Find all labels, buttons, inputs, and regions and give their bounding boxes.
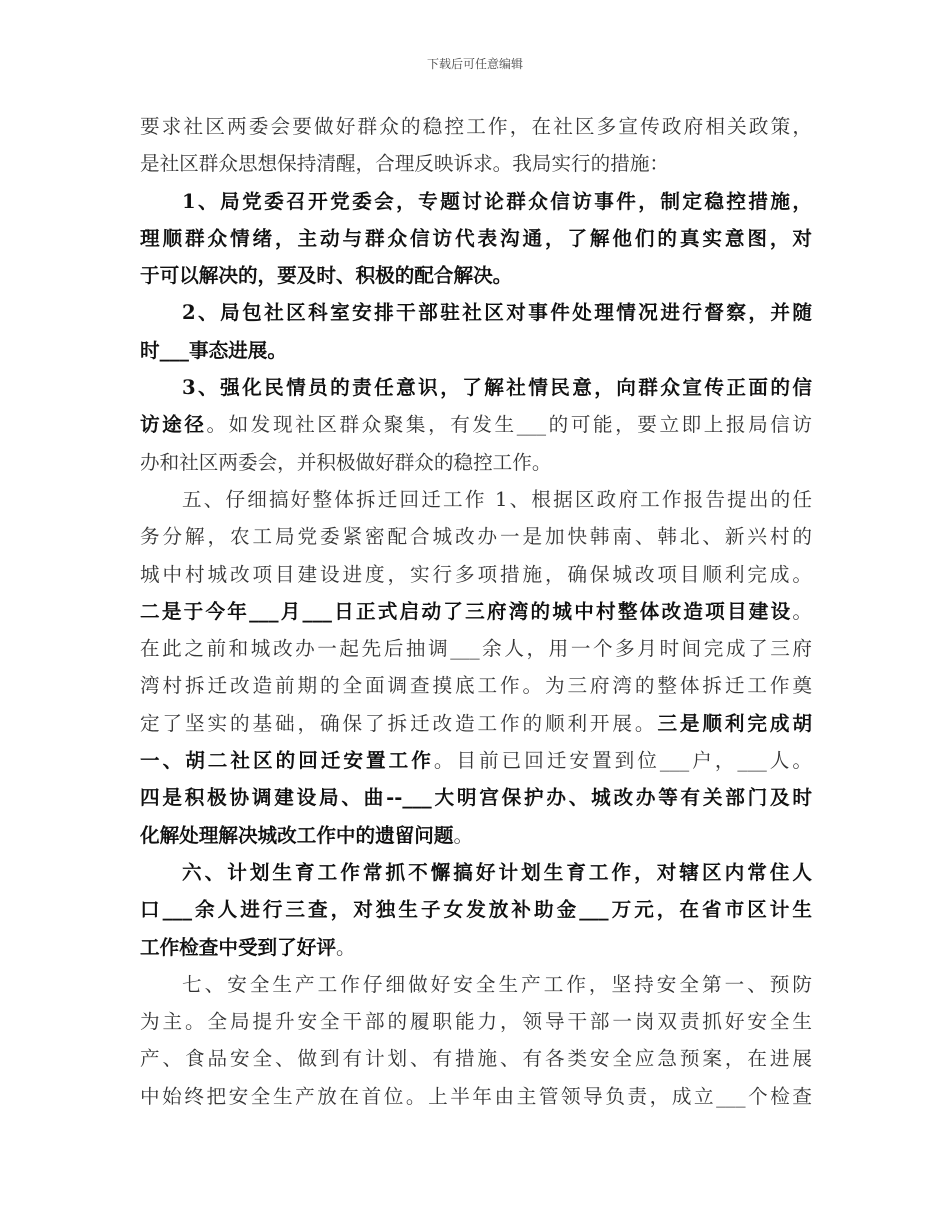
text-line [140, 667, 812, 704]
text-line [140, 369, 812, 406]
bold-text: 一、胡二社区的回迁安置工作 [140, 749, 434, 773]
text-line [140, 257, 812, 294]
text-line [140, 108, 812, 145]
text-line [140, 183, 812, 220]
body-text: 为主。全局提升安全干部的履职能力，领导干部一岗双责抓好安全生 [140, 1010, 812, 1034]
text-line [140, 779, 812, 816]
text-line [140, 332, 812, 369]
text-line [140, 145, 812, 182]
text-line [140, 220, 812, 257]
text-line [140, 294, 812, 331]
text-line [140, 518, 812, 555]
text-line [140, 1078, 812, 1115]
bold-text: 理顺群众情绪，主动与群众信访代表沟通，了解他们的真实意图，对 [140, 226, 812, 250]
text-line [140, 966, 812, 1003]
text-line [140, 854, 812, 891]
bold-text: 于可以解决的，要及时、积极的配合解决。 [140, 264, 513, 288]
body-text: 是社区群众思想保持清醒，合理反映诉求。我局实行的措施： [140, 152, 670, 176]
text-line [140, 481, 812, 518]
page-header: 下载后可任意编辑 [426, 57, 523, 71]
body-text: 务分解，农工局党委紧密配合城改办一是加快韩南、韩北、新兴村的 [140, 525, 812, 549]
body-text: 要求社区两委会要做好群众的稳控工作，在社区多宣传政府相关政策， [140, 115, 812, 138]
body-text: 办和社区两委会，并积极做好群众的稳控工作。 [140, 450, 552, 474]
body-text: 湾村拆迁改造前期的全面调查摸底工作。为三府湾的整体拆迁工作奠 [140, 674, 812, 698]
body-text: 产、食品安全、做到有计划、有措施、有各类安全应急预案，在进展 [140, 1047, 812, 1071]
text-line [140, 705, 812, 742]
text-line [140, 630, 812, 667]
text-line [140, 891, 812, 928]
body-text: 。 [453, 823, 474, 847]
bold-text: 口___余人进行三查，对独生子女发放补助金___万元，在省市区计生 [140, 898, 812, 922]
bold-text: 六、计划生育工作常抓不懈搞好计划生育工作，对辖区内常住人 [182, 860, 812, 884]
body-text: 五、仔细搞好整体拆迁回迁工作 1、根据区政府工作报告提出的任 [182, 487, 812, 511]
body-text: 城中村城改项目建设进度，实行多项措施，确保城改项目顺利完成。 [140, 562, 812, 586]
text-line [140, 406, 812, 443]
text-line [140, 1040, 812, 1077]
bold-text: 工作检查中受到了好评 [140, 935, 336, 959]
body-text: 在此之前和城改办一起先后抽调___余人，用一个多月时间完成了三府 [140, 637, 812, 661]
text-line [140, 556, 812, 593]
text-line [140, 742, 812, 779]
body-text: 七、安全生产工作仔细做好安全生产工作，坚持安全第一、预防 [182, 972, 812, 996]
text-line [140, 817, 812, 854]
text-line [140, 444, 812, 481]
body-text: 。 [792, 599, 812, 623]
document-body [140, 108, 812, 1115]
body-text: 。 [335, 935, 356, 959]
body-text: 定了坚实的基础，确保了拆迁改造工作的顺利开展。 [140, 711, 658, 735]
bold-text: 三是顺利完成胡 [657, 711, 812, 735]
body-text: 中始终把安全生产放在首位。上半年由主管领导负责，成立___个检查 [140, 1084, 812, 1108]
text-line [140, 929, 812, 966]
body-text: 。如发现社区群众聚集，有发生___的可能，要立即上报局信访 [206, 413, 812, 437]
bold-text: 化解处理解决城改工作中的遗留问题 [140, 823, 454, 847]
bold-text: 访途径 [140, 413, 207, 437]
bold-text: 二是于今年___月___日正式启动了三府湾的城中村整体改造项目建设 [140, 599, 793, 623]
text-line [140, 593, 812, 630]
bold-text: 2、局包社区科室安排干部驻社区对事件处理情况进行督察，并随 [182, 301, 812, 325]
bold-text: 四是积极协调建设局、曲--___大明宫保护办、城改办等有关部门及时 [140, 786, 812, 810]
bold-text: 3、强化民情员的责任意识，了解社情民意，向群众宣传正面的信 [182, 376, 812, 400]
body-text: 。目前已回迁安置到位___户，___人。 [433, 749, 812, 773]
bold-text: 时___事态进展。 [140, 338, 287, 362]
bold-text: 1、局党委召开党委会，专题讨论群众信访事件，制定稳控措施， [182, 189, 812, 213]
text-line [140, 1003, 812, 1040]
